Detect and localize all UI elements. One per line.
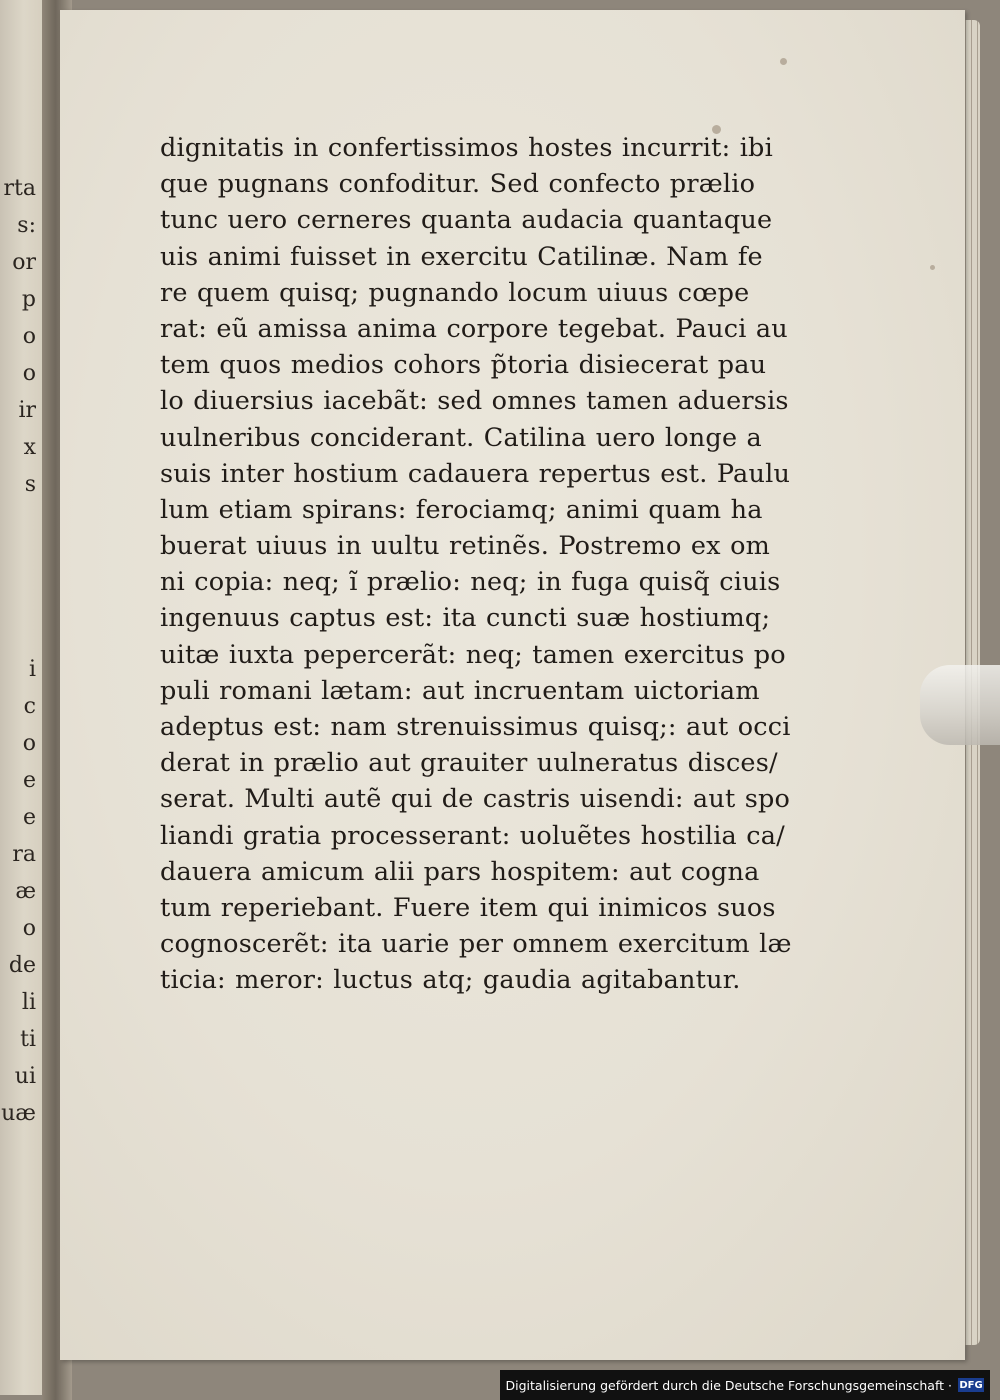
text-line: dauera amicum alii pars hospitem: aut cogna (160, 856, 760, 887)
text-line: lo diuersius iacebãt: sed omnes tamen aduersis (160, 386, 789, 417)
show-through-line (170, 1078, 740, 1112)
left-page-fragment (0, 540, 36, 577)
credit-text: Digitalisierung gefördert durch die Deutsche Forschungsgemeinschaft · (505, 1377, 952, 1393)
text-line: lum etiam spirans: ferociamq; animi quam ha (160, 494, 763, 525)
text-line: dignitatis in confertissimos hostes incurrit: ibi (160, 133, 773, 163)
text-line: tem quos medios cohors p̃toria disiecerat pau (160, 350, 767, 381)
left-page-fragment: p (21, 287, 36, 312)
text-line: rat: eũ amissa anima corpore tegebat. Pauci au (160, 313, 788, 344)
show-through-line (170, 1010, 740, 1044)
show-through-line (170, 1044, 740, 1078)
text-line: uulneribus conciderant. Catilina uero longe a (160, 422, 762, 453)
text-line: tum reperiebant. Fuere item qui inimicos suos (160, 892, 776, 923)
left-page-fragment: uæ (1, 1101, 36, 1126)
left-page-fragment (0, 577, 36, 614)
text-line: uis animi fuisset in exercitu Catilinæ. Nam fe (160, 241, 763, 272)
text-line: cognoscerẽt: ita uarie per omnem exercitum læ (160, 929, 792, 960)
left-page-fragment (0, 503, 36, 540)
left-page-fragment: æ (15, 879, 36, 904)
left-page-fragment: ui (14, 1064, 36, 1089)
left-page-fragment: li (21, 990, 36, 1015)
left-page-fragment: ti (20, 1027, 36, 1052)
left-page-fragment: s: (17, 213, 36, 238)
page-clip-tab (920, 665, 1000, 745)
text-line: puli romani lætam: aut incruentam uictoriam (160, 675, 760, 706)
text-line: adeptus est: nam strenuissimus quisq;: aut occi (160, 712, 791, 742)
text-line: buerat uiuus in uultu retinẽs. Postremo ex om (160, 531, 770, 562)
left-page-fragment: de (8, 953, 36, 978)
text-line: ingenuus captus est: ita cuncti suæ hostiumq; (160, 603, 771, 634)
text-line: serat. Multi autẽ qui de castris uisendi: aut spo (160, 784, 791, 815)
text-line: ni copia: neq; ĩ prælio: neq; in fuga quisq̃ ciuis (160, 567, 781, 598)
show-through-text (170, 1010, 740, 1112)
dfg-logo: DFG (959, 1379, 983, 1391)
left-page-fragment: x (23, 435, 36, 460)
left-page-fragment (0, 614, 36, 651)
left-page-fragment: o (22, 324, 36, 349)
paper-spot (930, 265, 935, 270)
left-page-fragment: i (28, 657, 36, 682)
left-page-fragment: e (22, 805, 36, 830)
left-page-fragment: o (22, 916, 36, 941)
left-page-fragment: e (22, 768, 36, 793)
incunable-text-block (160, 130, 792, 999)
digitization-credit (500, 1370, 991, 1400)
left-page-fragment: rta (3, 176, 36, 201)
text-line: liandi gratia processerant: uoluẽtes hostilia ca/ (160, 820, 785, 851)
left-page-fragment: ir (18, 398, 36, 423)
text-line: ticia: meror: luctus atq; gaudia agitabantur. (160, 965, 741, 996)
text-line: uitæ iuxta pepercerãt: neq; tamen exercitus po (160, 639, 786, 670)
left-page-fragment: o (22, 361, 36, 386)
left-page-fragment: ra (12, 842, 36, 867)
paper-spot (780, 58, 787, 65)
text-line: tunc uero cerneres quanta audacia quantaque (160, 205, 773, 236)
text-line: re quem quisq; pugnando locum uiuus cœpe (160, 277, 750, 308)
text-line: suis inter hostium cadauera repertus est. Paulu (160, 458, 791, 489)
left-page-fragment: s (24, 472, 36, 497)
text-line: derat in prælio aut grauiter uulneratus disces/ (160, 748, 778, 779)
left-page-text-fragments (0, 170, 36, 1132)
left-page-fragment: c (23, 694, 36, 719)
text-line: que pugnans confoditur. Sed confecto prælio (160, 169, 756, 200)
left-page-fragment: or (12, 250, 36, 275)
left-page-fragment: o (22, 731, 36, 756)
